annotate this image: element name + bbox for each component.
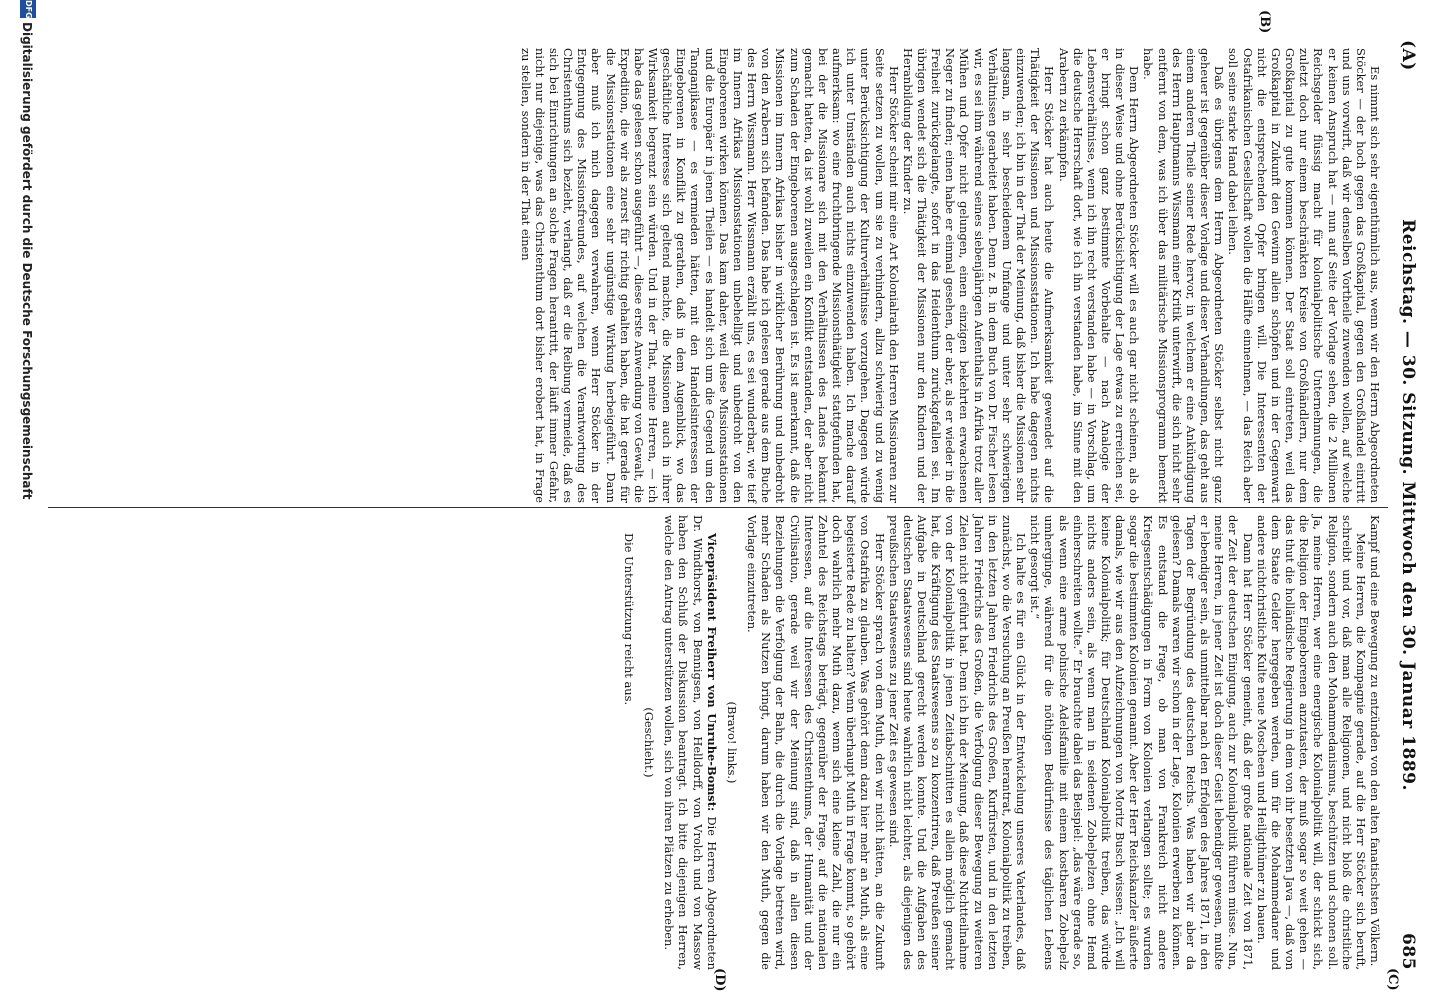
- column-marker-d: (D): [712, 968, 727, 992]
- support-note: Die Unterstützung reicht aus.: [622, 533, 637, 706]
- paragraph: Daß es übrigens dem Herrn Abgeordneten Stöcker selbst nicht ganz geheuer ist gegenüber dieser Vorlage und dieser Verhandlungen, das geht aus einem anderen Theile seiner Rede hervor, in welchem er eine Ankündigung des Herrn Hauptmanns Wissmann einer Kritik unterwirft, die sich nicht sehr entfernt von dem, was ich über das militärische Missionsprogramm bemerkt habe.: [1141, 48, 1227, 503]
- digitization-note: Digitalisierung gefördert durch die Deutsche Forschungsgemeinschaft: [20, 22, 34, 500]
- paragraph: Dem Herrn Abgeordneten Stöcker will es auch gar nicht scheinen, als ob in dieser Weise und ohne Berücksichtigung der Lage etwas zu erreichen sei, er bringt schon ganz bestimmte Vorbehalte — nach Analogie der Lebensverhältnisse, wenn ich ihn recht verstanden habe — in Vorschlag, um die deutsche Herrschaft dort, wie ich ihn verstanden habe, im Sinne mit den Arabern zu erkämpfen.: [1056, 48, 1142, 503]
- paragraph: Kampf und eine Bewegung zu entzünden von den alten fanatischsten Völkern.: [1368, 515, 1382, 967]
- column-marker-b: (B): [1257, 10, 1272, 34]
- dfg-logo-icon: DFG: [20, 0, 36, 18]
- president-body: Die Herren Abgeordneten Dr. Windthorst, von Bennigsen, von Helldorff, von Vrolch und von Massow haben den Schluß der Diskussion beantragt. Ich bitte diejenigen Herren, welche den Antrag unterstützen wollen, sich von ihren Plätzen zu erheben.: [662, 515, 719, 970]
- paragraph: Herr Stöcker scheint mir eine Art Kolonialrath den Herren Missionaren zur Seite setzen zu wollen, um sie zu verhindern, allzu schwierig und zu wenig unter Berücksichtigung der Kulturverhältnisse vorzugehen. Dagegen würde ich unter Umständen auch nichts einzuwenden haben. Ich mache darauf aufmerksam: wo eine fruchtbringende Missionsthätigkeit stattgefunden hat, bei der die Missionare sich mit den Verhältnissen des Landes bekannt gemacht hatten, da ist wohl zuweilen ein Konflikt entstanden, der aber nicht zum Schaden der Eingeborenen ausgeschlagen ist. Es ist anerkannt, daß die Missionen im Innern Afrikas bisher in wirklicher Berührung und unbedroht von den Arabern sich befanden. Das habe ich gelesen gerade aus dem Buche des Herrn Wissmann. Herr Wissmann erzählt uns, es sei wunderbar, wie tief im Innern Afrikas Missionsstationen unbehelligt und unbedroht von den Eingeborenen wirken können. Das kam daher, weil diese Missionsstationen und die Europäer in jenen Theilen — es handelt sich um die Gegend um den Tanganjikasee — es vermieden hätten, mit den Handelsinteressen der Eingeborenen in Konflikt zu gerathen, daß in dem Augenblick, wo das geschäftliche Interesse sich geltend machte, die Missionen auch in ihrer Wirksamkeit begrenzt sein würden. Und in der That, meine Herren, — ich habe das gelesen schon ausgeführt —, diese erste Anwendung von Gewalt, die Expedition, die wir als zuerst für richtig gehalten haben, die hat gerade für die Missionsstationen eine sehr ungünstige Wirkung herbeigeführt. Dann aber muß ich mich dagegen verwahren, wenn Herr Stöcker in der Entgegnung des Missionsfreundes, auf welchen die Verantwortung des Christenthums sich bezieht, verlangt, daß er die Reibung vermeide, daß es sich bei Einrichtungen an solche Fragen herantritt, der läuft immer Gefahr, nicht nur diejenige, was das Christenthum dort bisher erobert hat, in Frage zu stellen, sondern in der That einen: [518, 48, 901, 503]
- footer-strip: [0, 0, 42, 1000]
- left-column: [52, 48, 1382, 503]
- paragraph: Herr Stöcker sprach von dem Muth, den wir nicht hätten, an die Zukunft von Ostafrika zu glauben. Was gehört denn dazu hier mehr an Muth, als eine begeisterte Rede zu halten? Wenn überhaupt Muth in Frage kommt, so gehört doch wahrlich mehr Muth dazu, wenn sich eine kleine Zahl, die nur ein Zehntel des Reichstags beträgt, gegenüber der Frage, auf die nationalen Interessen, auf die Interessen des Christenthums, der Humanität und der Civilisation, gerade weil wir der Meinung sind, daß in allen diesen Beziehungen die Verfolgung der Bahn, die durch die Vorlage betreten wird, mehr Schaden als Nutzen bringt, darum haben wir den Muth, gegen die Vorlage einzutreten.: [745, 515, 887, 970]
- speaker-label: Vicepräsident Freiherr von Unruhe-Bomst:: [704, 533, 719, 812]
- paragraph: Meine Herren, die Kompagnie gerade, auf die Herr Stöcker sich beruft, schreibt und vor, daß man alle Religionen, und nicht bloß die christliche Religion, sondern auch den Mohammedanismus, beschützen und schonen soll. Ja, meine Herren, wer eine energische Kolonialpolitik will, der schickt sich, die Religion der Eingeborenen anzutasten, der muß sogar so weit gehen — das thut die holländische Regierung in dem von ihr besetzten Java —, daß von dem Staate Gelder hergegeben werden, um für die Mohammedaner und andere nichtchristliche Kulte neue Moscheen und Heiligthümer zu bauen.: [1254, 515, 1368, 970]
- column-marker-a: (A): [1398, 40, 1418, 71]
- running-title: Reichstag. — 30. Sitzung. Mittwoch den 30. Januar 1889.: [1398, 219, 1418, 791]
- page-header: [1384, 40, 1424, 970]
- page-number: 685: [1398, 933, 1418, 970]
- paragraph: Dann hat Herr Stöcker gemeint, daß der große nationale Zeit von 1871, der Zeit der deutschen Einigung, auch zur Kolonialpolitik führen müsse. Nun, meine Herren, in jener Zeit ist doch dieser Geist lebendiger gewesen, mußte er lebendiger sein, als unmittelbar nach den Erfolgen des Jahres 1871, in den Tagen der Begründung des deutschen Reichs. Was haben wir aber da gelesen? Damals waren wir schon in der Lage, Kolonien erwerben zu können. Es entstand die Frage, ob man von Frankreich nicht andere Kriegsentschädigungen in Form von Kolonien verlangen sollte; es wurden sogar die bestimmten Kolonien genannt. Aber der Herr Reichskanzler äußerte damals, wie wir aus den Aufzeichnungen von Moritz Busch wissen: „Ich will keine Kolonialpolitik; für Deutschland Kolonialpolitik treiben, das würde nichts anders sein, als wenn man in seidenen Zobelpelzen ohne Hemd einherschreiten wollte.“ Er brauchte dabei das Beispiel: „das wäre gerade so, als wenn eine arme polnische Adelsfamilie mit einem kostbaren Zobelpelz umherginge, während für die nöthigen Bedürfnisse des täglichen Lebens nicht gesorgt ist.“: [1028, 515, 1255, 970]
- paragraph: Ich halte es für ein Glück in der Entwickelung unseres Vaterlandes, daß zunächst, wo die Versuchung an Preußen herantrat, Kolonialpolitik zu treiben, in den letzten Jahren Friedrichs des Großen, Kurfürsten, und in den letzten Jahren Friedrichs des Großen, die Verfolgung dieser Bewegung zu weiteren Zielen nicht geführt hat. Denn ich bin der Meinung, daß diese Nichtteilnahme von der Kolonialpolitik in jenen Zeitabschnitten es allein möglich gemacht hat, die Kräftigung des Staatswesens so zu konzentriren, daß Preußen seiner Aufgabe in Deutschland gerecht werden konnte. Und die Aufgaben des deutschen Staatswesens sind heute wahrlich nicht leichter, als diejenigen des preußischen Staatswesens zu jener Zeit es gewesen sind.: [886, 515, 1029, 970]
- applause-note: (Bravo! links.): [724, 701, 739, 784]
- president-paragraph: [662, 515, 719, 970]
- paragraph: Es nimmt sich sehr eigenthümlich aus, wenn wir den Herrn Abgeordneten Stöcker — der hoch gegen das Großkapital, gegen den Großhandel eintritt und uns vorwirft, daß wir denselben Vortheile zuwenden wollen, auf welche er keinen Anspruch hat — nun auf Seite der Vorlage sehen, die 2 Millionen Reichsgelder flüssig macht für kolonialpolitische Unternehmungen, die zuletzt doch nur einem beschränkten Kreise von Großhändlern, nur dem Großkapital zu gute kommen können. Der Staat soll eintreten, weil das Großkapital in Zukunft den Gewinn allein schöpfen und in der Gegenwart nicht die entsprechenden Opfer bringen will. Die Interessenten der Ostafrikanischen Gesellschaft wollen die Hälfte einnehmen, — das Reich aber soll seine starke Hand dabei leihen.: [1226, 48, 1382, 503]
- column-marker-c: (C): [1385, 968, 1400, 991]
- column-divider: [48, 507, 1388, 508]
- paragraph: Herr Stöcker hat auch heute die Aufmerksamkeit gewendet auf die Thätigkeit der Missionen und Missionsstationen. Ich habe dagegen nichts einzuwenden; ich bin in der That der Meinung, daß bisher die Missionen sehr langsam, in sehr bescheidenem Umfange und unter sehr schwierigen Verhältnissen gearbeitet haben. Denn z. B. in dem Buch von Dr. Fischer lesen wir, es sei ihm während seines siebenjährigen Aufenthalts in Afrika trotz aller Mühen und Opfer nicht gelungen, einen einzigen bekehrten erwachsenen Neger zu finden; einen habe er einmal gesehen, der aber, als er wieder in die Freiheit zurückgelangte, sofort in das Heidenthum zurückgefallen sei. Im übrigen wendet sich die Thätigkeit der Missionen nur den Kindern und der Heranbildung der Kinder zu.: [900, 48, 1057, 503]
- right-column: [52, 515, 1382, 970]
- stage-direction: (Geschieht.): [642, 707, 657, 778]
